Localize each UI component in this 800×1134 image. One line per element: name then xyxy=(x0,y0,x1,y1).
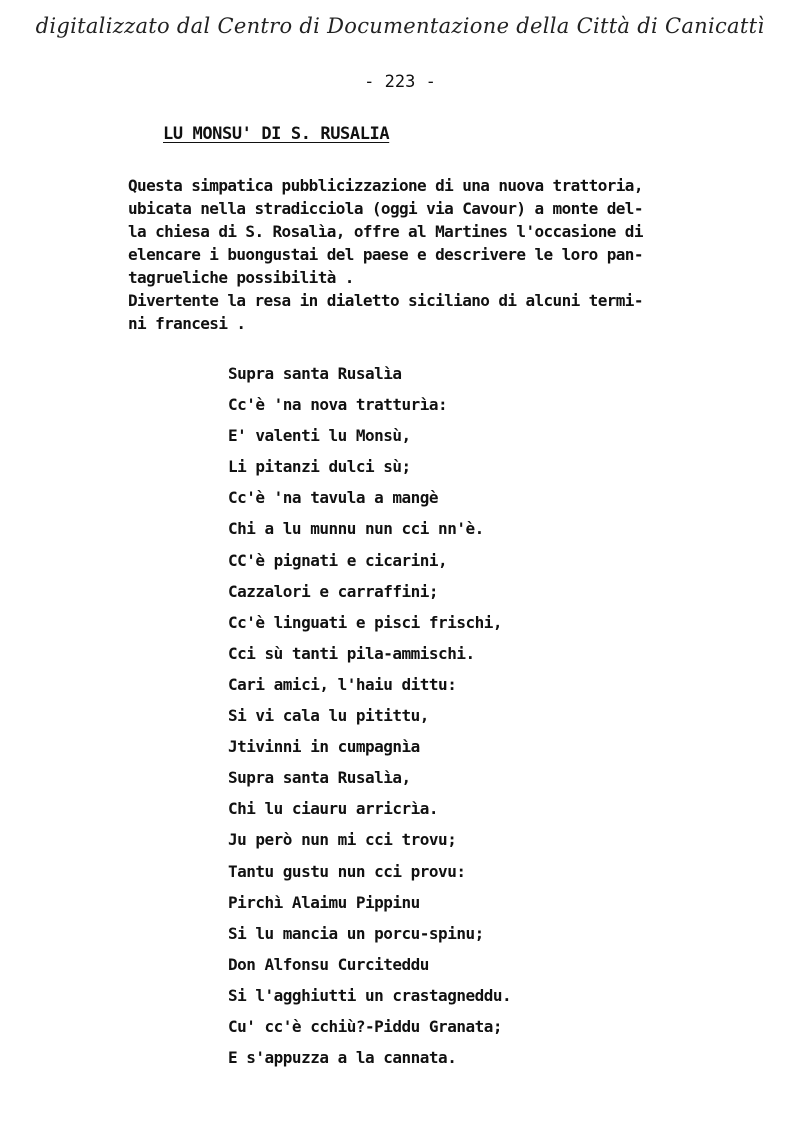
poem-line: Cc'è 'na tavula a mangè xyxy=(228,488,439,508)
page-number: - 223 - xyxy=(364,72,436,92)
poem-line: Cu' cc'è cchiù?-Piddu Granata; xyxy=(228,1016,502,1036)
poem xyxy=(228,358,511,1073)
poem-line: Supra santa Rusalìa, xyxy=(228,768,411,788)
intro-line: tagrueliche possibilità . xyxy=(128,268,354,287)
poem-line: E s'appuzza a la cannata. xyxy=(228,1048,457,1068)
poem-line: Chi lu ciauru arricrìa. xyxy=(228,799,439,819)
poem-line: Supra santa Rusalìa xyxy=(228,364,402,383)
intro-line: la chiesa di S. Rosalìa, offre al Martines l'occasione di xyxy=(128,222,643,241)
poem-line: Chi a lu munnu nun cci nn'è. xyxy=(228,519,484,539)
poem-line: Cc'è 'na nova tratturìa: xyxy=(228,395,448,415)
poem-line: CC'è pignati e cicarini, xyxy=(228,550,448,570)
intro-line: ni francesi . xyxy=(128,314,246,333)
intro-line: Questa simpatica pubblicizzazione di una nuova trattoria, xyxy=(128,176,643,195)
poem-line: Si l'agghiutti un crastagneddu. xyxy=(228,985,512,1005)
poem-line: Li pitanzi dulci sù; xyxy=(228,457,411,477)
poem-line: Si vi cala lu pitittu, xyxy=(228,706,429,726)
intro-line: Divertente la resa in dialetto siciliano di alcuni termi- xyxy=(128,291,643,310)
poem-line: E' valenti lu Monsù, xyxy=(228,426,411,446)
poem-line: Si lu mancia un porcu-spinu; xyxy=(228,923,484,943)
digitization-watermark: digitalizzato dal Centro di Documentazione della Città di Canicattì xyxy=(35,14,765,38)
intro-line: elencare i buongustai del paese e descrivere le loro pan- xyxy=(128,245,643,264)
poem-line: Jtivinni in cumpagnìa xyxy=(228,737,420,757)
poem-line: Cci sù tanti pila-ammischi. xyxy=(228,643,475,663)
poem-line: Cari amici, l'haiu dittu: xyxy=(228,674,457,694)
poem-line: Pirchì Alaimu Pippinu xyxy=(228,892,420,912)
poem-line: Cazzalori e carraffini; xyxy=(228,581,439,601)
poem-line: Cc'è linguati e pisci frischi, xyxy=(228,612,502,632)
poem-line: Ju però nun mi cci trovu; xyxy=(228,830,457,850)
intro-line: ubicata nella stradicciola (oggi via Cavour) a monte del- xyxy=(128,199,643,218)
document-title: LU MONSU' DI S. RUSALIA xyxy=(163,124,390,144)
intro-paragraph xyxy=(128,174,728,335)
poem-line: Tantu gustu nun cci provu: xyxy=(228,861,466,881)
poem-line: Don Alfonsu Curciteddu xyxy=(228,954,429,974)
